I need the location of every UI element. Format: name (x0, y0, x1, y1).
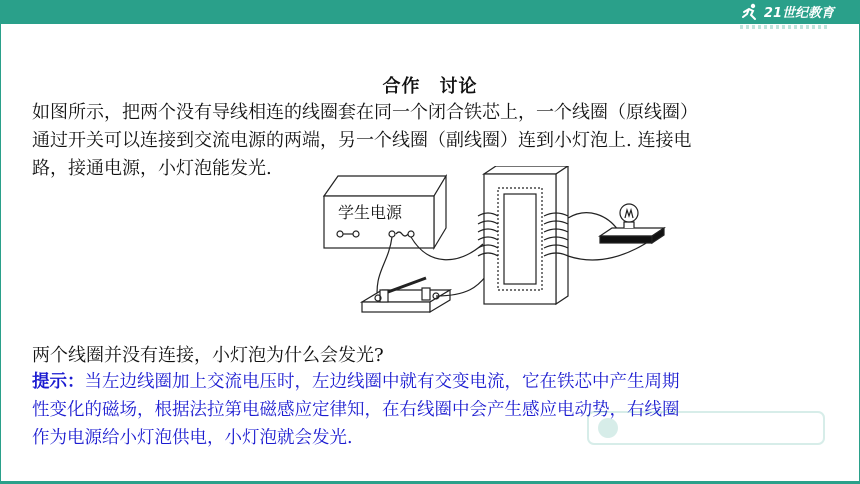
power-supply-label: 学生电源 (338, 203, 403, 222)
hint-text-1: 当左边线圈加上交流电压时，左边线圈中就有交变电流，它在铁芯中产生周期 (84, 372, 680, 392)
page-title: 合作 讨论 (382, 76, 478, 97)
question-text: 两个线圈并没有连接，小灯泡为什么会发光? (32, 345, 384, 366)
watermark (586, 408, 826, 448)
hint-line-2: 性变化的磁场，根据法拉第电磁感应定律知，在右线圈中会产生感应电动势，右线圈 (32, 400, 680, 420)
logo-text: 21世纪教育 (763, 6, 834, 21)
hint-label: 提示： (32, 372, 85, 392)
runner-icon (740, 3, 760, 21)
paragraph-line-1: 如图所示，把两个没有导线相连的线圈套在同一个闭合铁芯上，一个线圈（原线圈） (32, 102, 698, 123)
transformer-diagram (318, 166, 674, 330)
site-logo (740, 2, 834, 21)
header-bar (0, 0, 860, 24)
paragraph-line-2: 通过开关可以连接到交流电源的两端，另一个线圈（副线圈）连到小灯泡上. 连接电 (32, 130, 692, 151)
hint-line-3: 作为电源给小灯泡供电，小灯泡就会发光. (32, 428, 353, 448)
hint-line-1 (32, 368, 837, 396)
paragraph-line-3: 路，接通电源，小灯泡能发光. (32, 158, 272, 179)
